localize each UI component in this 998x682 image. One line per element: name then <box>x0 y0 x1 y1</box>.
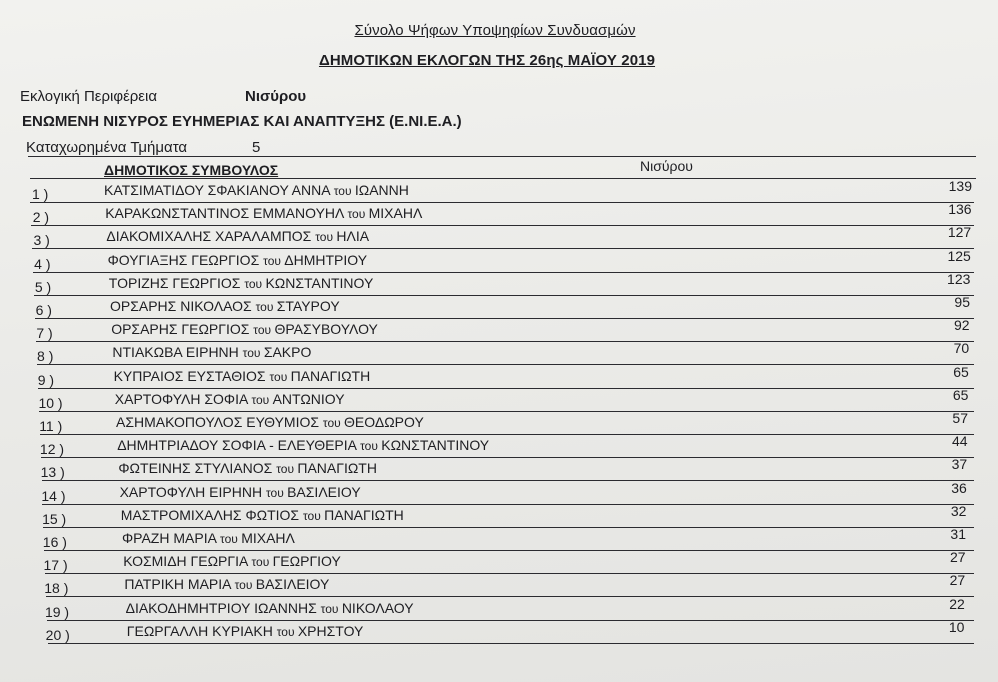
row-number: 2 ) <box>32 209 50 226</box>
candidate-name <box>123 553 341 569</box>
row-rule <box>41 457 974 458</box>
candidate-name <box>112 344 311 360</box>
candidate-surname-given: ΧΑΡΤΟΦΥΛΗ ΕΙΡΗΝΗ <box>119 483 266 500</box>
row-rule <box>32 248 974 249</box>
row-rule <box>30 202 974 203</box>
candidate-relation: του <box>315 230 337 245</box>
candidate-relation: του <box>302 508 325 523</box>
candidate-votes: 70 <box>953 340 970 357</box>
candidate-relation: του <box>251 392 273 407</box>
candidate-relation: του <box>320 601 342 616</box>
row-rule <box>33 272 974 273</box>
candidate-votes: 31 <box>950 526 966 542</box>
row-number: 9 ) <box>37 371 55 388</box>
candidate-votes: 95 <box>954 294 970 310</box>
candidate-name <box>106 228 369 244</box>
candidate-relation: του <box>263 253 285 268</box>
candidate-relation: του <box>322 416 345 430</box>
candidate-name <box>126 600 414 616</box>
candidate-surname-given: ΠΑΤΡΙΚΗ ΜΑΡΙΑ <box>124 576 235 593</box>
candidate-name <box>110 298 340 314</box>
row-number: 20 ) <box>45 626 70 643</box>
row-rule <box>37 364 974 365</box>
candidate-father-name: ΝΙΚΟΛΑΟΥ <box>341 599 414 616</box>
candidate-father-name: ΧΡΗΣΤΟΥ <box>297 622 364 639</box>
candidate-name <box>108 252 367 268</box>
row-number: 7 ) <box>36 325 53 342</box>
row-rule <box>35 318 974 319</box>
candidate-surname-given: ΔΙΑΚΟΔΗΜΗΤΡΙΟΥ ΙΩΑΝΝΗΣ <box>125 599 321 616</box>
candidate-surname-given: ΦΟΥΓΙΑΞΗΣ ΓΕΩΡΓΙΟΣ <box>107 251 264 268</box>
candidate-surname-given: ΔΗΜΗΤΡΙΑΔΟΥ ΣΟΦΙΑ - ΕΛΕΥΘΕΡΙΑ <box>117 437 361 454</box>
candidate-surname-given: ΚΥΠΡΑΙΟΣ ΕΥΣΤΑΘΙΟΣ <box>113 367 270 384</box>
candidate-votes: 65 <box>953 363 969 380</box>
candidate-name <box>118 460 377 476</box>
candidate-name <box>124 576 329 592</box>
candidate-father-name: ΑΝΤΩΝΙΟΥ <box>272 390 345 407</box>
row-number: 12 ) <box>39 441 65 458</box>
candidate-name <box>105 205 422 221</box>
candidate-relation: του <box>269 369 291 384</box>
candidate-votes: 139 <box>948 178 972 194</box>
candidate-father-name: ΘΕΟΔΩΡΟΥ <box>344 414 424 430</box>
row-number: 11 ) <box>39 418 63 434</box>
row-number: 17 ) <box>43 557 68 574</box>
candidate-father-name: ΜΙΧΑΗΛ <box>368 205 423 222</box>
row-number: 4 ) <box>34 255 51 272</box>
column-header-role: ΔΗΜΟΤΙΚΟΣ ΣΥΜΒΟΥΛΟΣ <box>104 162 279 178</box>
candidate-name <box>114 368 371 384</box>
row-rule <box>48 643 974 644</box>
candidate-name <box>117 437 489 453</box>
candidate-votes: 32 <box>950 502 967 519</box>
candidate-votes: 36 <box>951 479 967 496</box>
row-rule <box>34 295 974 296</box>
candidate-surname-given: ΝΤΙΑΚΩΒΑ ΕΙΡΗΝΗ <box>112 344 243 361</box>
candidate-name <box>121 507 404 523</box>
candidate-relation: του <box>276 462 298 477</box>
candidate-surname-given: ΔΙΑΚΟΜΙΧΑΛΗΣ ΧΑΡΑΛΑΜΠΟΣ <box>106 228 316 245</box>
candidate-surname-given: ΦΩΤΕΙΝΗΣ ΣΤΥΛΙΑΝΟΣ <box>118 460 277 477</box>
candidate-relation: του <box>220 532 242 546</box>
candidate-surname-given: ΟΡΣΑΡΗΣ ΓΕΩΡΓΙΟΣ <box>111 321 254 338</box>
row-rule <box>46 596 974 597</box>
candidate-surname-given: ΓΕΩΡΓΑΛΛΗ ΚΥΡΙΑΚΗ <box>126 622 277 639</box>
row-rule <box>42 504 974 505</box>
candidate-name <box>104 182 409 198</box>
candidate-name <box>120 484 361 500</box>
document-title: Σύνολο Ψήφων Υποψηφίων Συνδυασμών <box>354 22 636 39</box>
candidate-relation: του <box>234 578 256 593</box>
candidate-relation: του <box>360 439 382 454</box>
candidate-surname-given: ΑΣΗΜΑΚΟΠΟΥΛΟΣ ΕΥΘΥΜΙΟΣ <box>116 414 323 430</box>
row-number: 5 ) <box>34 278 52 295</box>
candidate-surname-given: ΚΑΡΑΚΩΝΣΤΑΝΤΙΝΟΣ ΕΜΜΑΝΟΥΗΛ <box>105 205 348 222</box>
candidate-surname-given: ΤΟΡΙΖΗΣ ΓΕΩΡΓΙΟΣ <box>108 274 245 291</box>
candidate-father-name: ΒΑΣΙΛΕΙΟΥ <box>287 483 361 500</box>
region-label: Εκλογική Περιφέρεια <box>20 88 157 105</box>
candidate-father-name: ΒΑΣΙΛΕΙΟΥ <box>255 576 330 593</box>
candidate-name <box>122 530 295 546</box>
candidate-relation: του <box>265 485 288 500</box>
candidate-votes: 27 <box>950 549 966 566</box>
candidate-relation: του <box>333 184 355 198</box>
row-number: 19 ) <box>44 603 70 620</box>
candidate-father-name: ΣΑΚΡΟ <box>263 344 312 361</box>
row-rule <box>47 620 974 621</box>
combination-name: ΕΝΩΜΕΝΗ ΝΙΣΥΡΟΣ ΕΥΗΜΕΡΙΑΣ ΚΑΙ ΑΝΑΠΤΥΞΗΣ (Ε.ΝΙ.Ε.Α.) <box>22 113 462 130</box>
row-number: 6 ) <box>35 302 52 318</box>
candidate-father-name: ΠΑΝΑΓΙΩΤΗ <box>324 506 404 523</box>
row-number: 15 ) <box>42 510 67 527</box>
sections-value: 5 <box>252 139 261 156</box>
candidate-votes: 27 <box>949 572 966 589</box>
candidate-name <box>111 321 378 337</box>
document-subtitle: ΔΗΜΟΤΙΚΩΝ ΕΚΛΟΓΩΝ ΤΗΣ 26ης ΜΑΪΟΥ 2019 <box>318 52 656 69</box>
candidate-father-name: ΓΕΩΡΓΙΟΥ <box>272 553 341 570</box>
header-bottom-rule <box>30 178 976 179</box>
row-rule <box>44 550 974 551</box>
candidate-relation: του <box>276 624 298 639</box>
candidate-votes: 123 <box>947 270 971 287</box>
row-number: 8 ) <box>37 348 54 365</box>
row-rule <box>42 480 974 481</box>
row-rule <box>38 388 974 389</box>
candidate-father-name: ΙΩΑΝΝΗ <box>354 182 409 198</box>
row-rule <box>45 573 974 574</box>
candidate-name <box>109 275 374 291</box>
candidate-father-name: ΜΙΧΑΗΛ <box>241 530 295 546</box>
candidate-surname-given: ΦΡΑΖΗ ΜΑΡΙΑ <box>122 530 221 546</box>
candidate-surname-given: ΟΡΣΑΡΗΣ ΝΙΚΟΛΑΟΣ <box>110 298 256 314</box>
candidate-relation: του <box>251 555 273 570</box>
candidate-votes: 65 <box>952 386 969 403</box>
candidate-votes: 57 <box>952 410 968 426</box>
candidate-votes: 136 <box>948 201 972 218</box>
row-number: 13 ) <box>40 464 65 481</box>
candidate-father-name: ΘΡΑΣΥΒΟΥΛΟΥ <box>274 321 378 338</box>
candidate-father-name: ΠΑΝΑΓΙΩΤΗ <box>297 460 377 477</box>
candidate-votes: 92 <box>954 317 970 334</box>
row-rule <box>43 527 974 528</box>
candidate-votes: 10 <box>948 618 965 635</box>
candidate-votes: 44 <box>952 433 968 450</box>
row-rule <box>31 225 974 226</box>
candidate-father-name: ΣΤΑΥΡΟΥ <box>276 298 340 314</box>
row-rule <box>36 341 974 342</box>
candidate-relation: του <box>244 276 266 291</box>
row-number: 3 ) <box>33 232 50 249</box>
candidate-father-name: ΔΗΜΗΤΡΙΟΥ <box>284 251 368 268</box>
candidate-relation: του <box>242 346 264 361</box>
candidate-votes: 37 <box>951 456 968 473</box>
candidate-relation: του <box>253 323 275 338</box>
row-number: 16 ) <box>42 534 67 550</box>
region-value: Νισύρου <box>245 88 307 105</box>
candidate-surname-given: ΜΑΣΤΡΟΜΙΧΑΛΗΣ ΦΩΤΙΟΣ <box>120 506 303 523</box>
candidate-father-name: ΠΑΝΑΓΙΩΤΗ <box>290 367 371 384</box>
candidate-votes: 22 <box>949 595 965 612</box>
candidate-surname-given: ΚΟΣΜΙΔΗ ΓΕΩΡΓΙΑ <box>123 553 252 570</box>
candidate-father-name: ΗΛΙΑ <box>336 228 370 245</box>
candidate-father-name: ΚΩΝΣΤΑΝΤΙΝΟΥ <box>381 437 490 454</box>
row-number: 1 ) <box>32 186 49 202</box>
candidate-name <box>116 414 424 430</box>
header-top-rule <box>28 156 976 157</box>
column-header-place: Νισύρου <box>640 158 693 174</box>
candidate-name <box>127 623 364 639</box>
candidate-relation: του <box>347 207 369 222</box>
candidate-relation: του <box>255 300 277 314</box>
row-rule <box>40 434 974 435</box>
row-number: 10 ) <box>38 394 63 411</box>
candidate-name <box>115 391 345 407</box>
row-rule <box>39 411 974 412</box>
candidate-surname-given: ΚΑΤΣΙΜΑΤΙΔΟΥ ΣΦΑΚΙΑΝΟΥ ΑΝΝΑ <box>104 182 334 198</box>
sections-label: Καταχωρημένα Τμήματα <box>26 139 188 156</box>
row-number: 18 ) <box>44 580 69 597</box>
candidate-votes: 125 <box>947 247 971 264</box>
row-number: 14 ) <box>41 487 66 504</box>
candidate-votes: 127 <box>947 224 972 241</box>
candidate-surname-given: ΧΑΡΤΟΦΥΛΗ ΣΟΦΙΑ <box>114 390 252 407</box>
candidate-father-name: ΚΩΝΣΤΑΝΤΙΝΟΥ <box>265 274 374 291</box>
